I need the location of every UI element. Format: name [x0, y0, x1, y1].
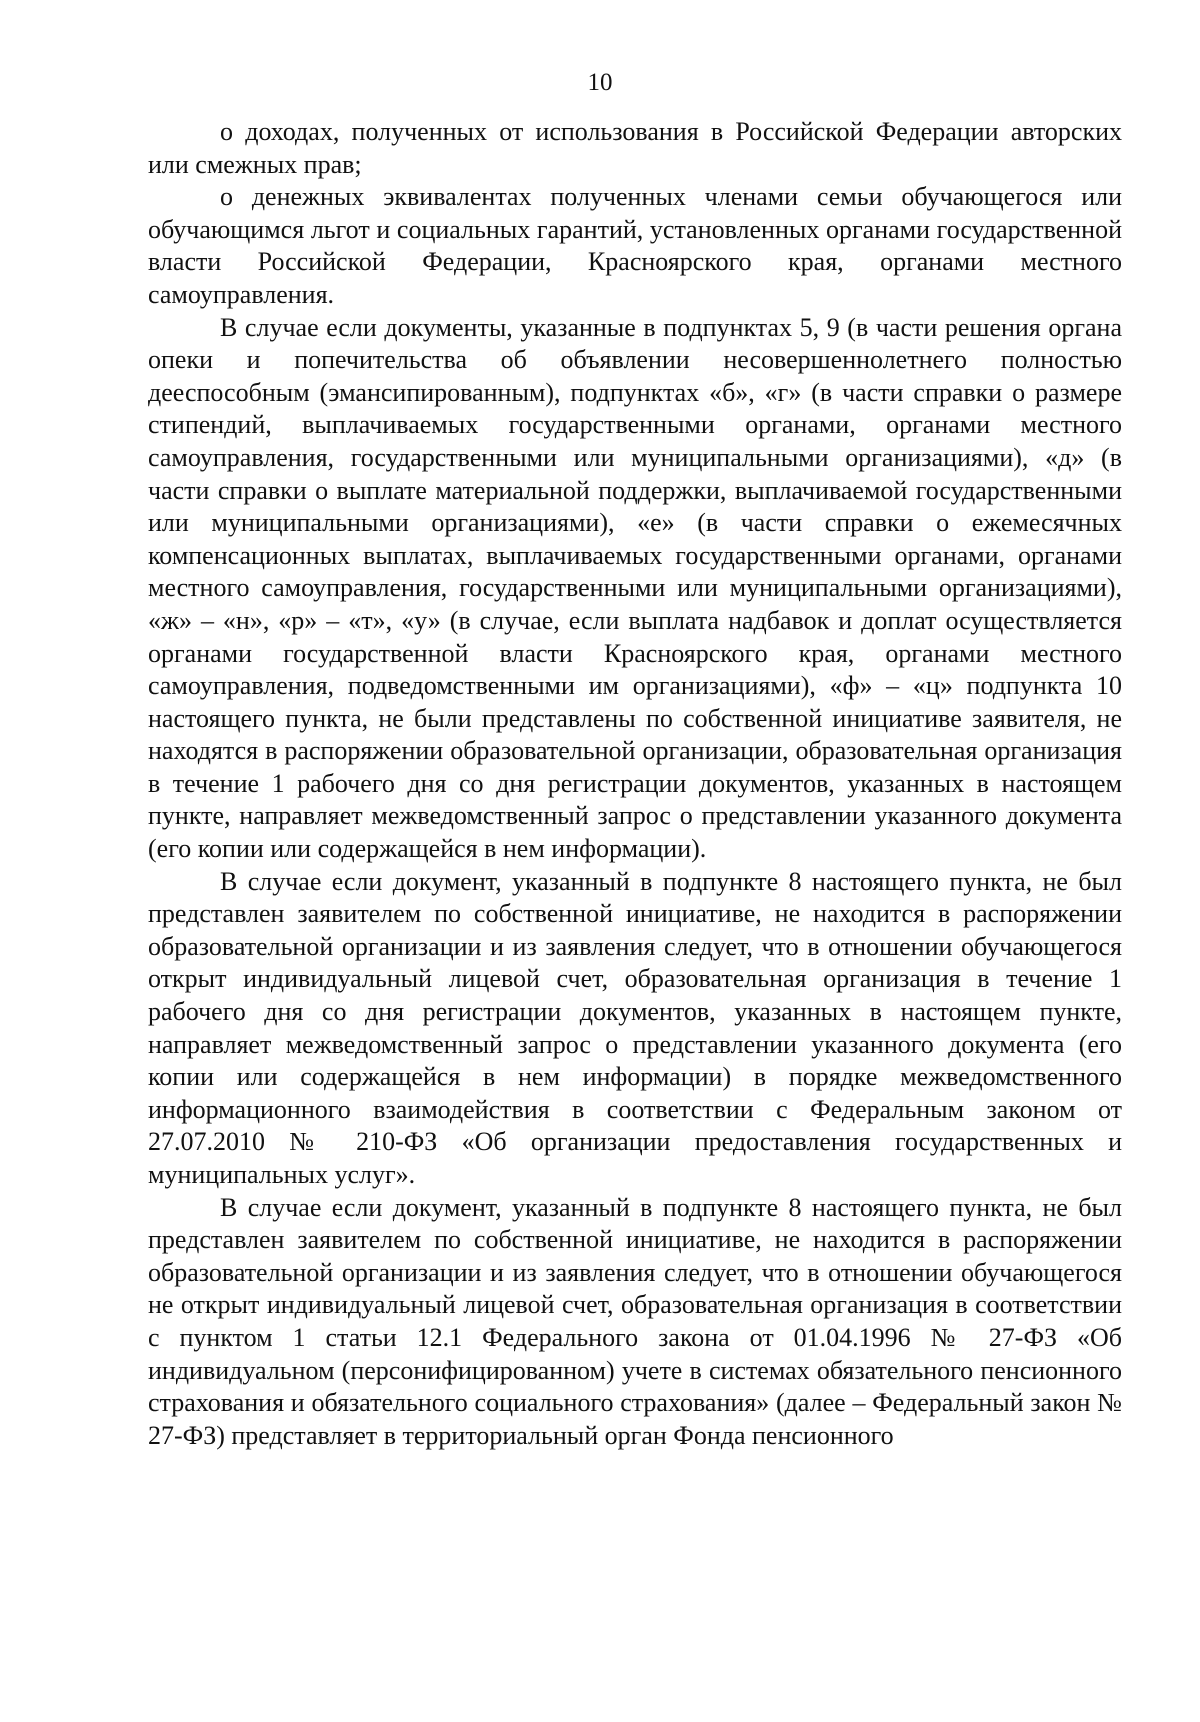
paragraph-interagency-request-documents: В случае если документы, указанные в подпунктах 5, 9 (в части решения органа опеки и попечительства об объявлении несовершеннолетнего полностью дееспособным (эмансипированным), подпунктах «б», «г» (в части справки о размере стипендий, выплачиваемых государственными органами, органами местного самоуправления, государственными или муниципальными организациями), «д» (в части справки о выплате материальной поддержки, выплачиваемой государственными или муниципальными организациями), «е» (в части справки о ежемесячных компенсационных выплатах, выплачиваемых государственными органами, органами местного самоуправления, государственными или муниципальными организациями), «ж» – «н», «р» – «т», «у» (в случае, если выплата надбавок и доплат осуществляется органами государственной власти Красноярского края, органами местного самоуправления, подведомственными им организациями), «ф» – «ц» подпункта 10 настоящего пункта, не были представлены по собственной инициативе заявителя, не находятся в распоряжении образовательной организации, образовательная организация в течение 1 рабочего дня со дня регистрации документов, указанных в настоящем пункте, направляет межведомственный запрос о представлении указанного документа (его копии или содержащейся в нем информации). [148, 312, 1122, 864]
page-number: 10 [587, 69, 613, 96]
paragraph-account-open: В случае если документ, указанный в подпункте 8 настоящего пункта, не был представлен заявителем по собственной инициативе, не находится в распоряжении образовательной организации и из заявления следует, что в отношении обучающегося открыт индивидуальный лицевой счет, образовательная организация в течение 1 рабочего дня со дня регистрации документов, указанных в настоящем пункте, направляет межведомственный запрос о представлении указанного документа (его копии или содержащейся в нем информации) в порядке межведомственного информационного взаимодействия в соответствии с Федеральным законом от 27.07.2010 № 210-ФЗ «Об организации предоставления государственных и муниципальных услуг». [148, 866, 1122, 1189]
paragraph-account-not-open: В случае если документ, указанный в подпункте 8 настоящего пункта, не был представлен заявителем по собственной инициативе, не находится в распоряжении образовательной организации и из заявления следует, что в отношении обучающегося не открыт индивидуальный лицевой счет, образовательная организация в соответствии с пунктом 1 статьи 12.1 Федерального закона от 01.04.1996 № 27-ФЗ «Об индивидуальном (персонифицированном) учете в системах обязательного пенсионного страхования и обязательного социального страхования» (далее – Федеральный закон № 27-ФЗ) представляет в территориальный орган Фонда пенсионного [148, 1192, 1122, 1450]
document-body [148, 116, 1122, 1452]
paragraph-monetary-equivalents: о денежных эквивалентах полученных членами семьи обучающегося или обучающимся льгот и социальных гарантий, установленных органами государственной власти Российской Федерации, Красноярского края, органами местного самоуправления. [148, 182, 1122, 309]
paragraph-income-copyright: о доходах, полученных от использования в Российской Федерации авторских или смежных прав; [148, 117, 1122, 179]
